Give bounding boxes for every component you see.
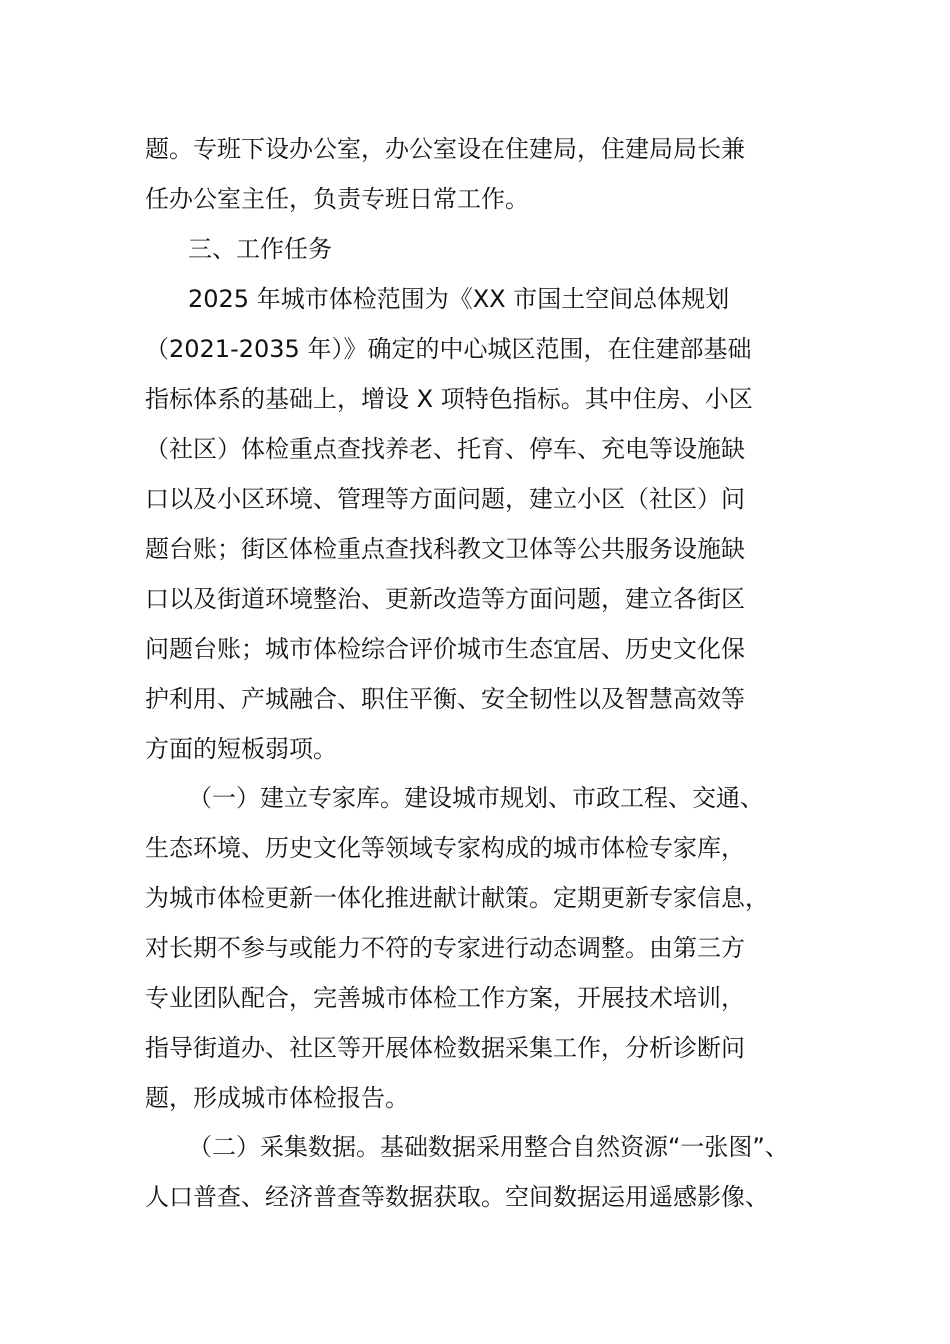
paragraph-line: 人口普查、经济普查等数据获取。空间数据运用遥感影像、	[145, 1183, 769, 1211]
section-heading: 三、工作任务	[188, 235, 332, 263]
paragraph-line: 问题台账；城市体检综合评价城市生态宜居、历史文化保	[145, 635, 745, 663]
paragraph-line: 对长期不参与或能力不符的专家进行动态调整。由第三方	[145, 934, 745, 962]
paragraph-line: 指标体系的基础上，增设 X 项特色指标。其中住房、小区	[145, 385, 753, 413]
paragraph-line: 护利用、产城融合、职住平衡、安全韧性以及智慧高效等	[145, 685, 745, 713]
paragraph-line: （社区）体检重点查找养老、托育、停车、充电等设施缺	[145, 435, 745, 463]
paragraph-line: 生态环境、历史文化等领域专家构成的城市体检专家库，	[145, 834, 745, 862]
paragraph-line: 题，形成城市体检报告。	[145, 1084, 409, 1112]
paragraph-line: 口以及街道环境整治、更新改造等方面问题，建立各街区	[145, 585, 745, 613]
paragraph-line: 题台账；街区体检重点查找科教文卫体等公共服务设施缺	[145, 535, 745, 563]
subsection-paragraph-line: （一）建立专家库。建设城市规划、市政工程、交通、	[188, 784, 764, 812]
paragraph-line: 2025 年城市体检范围为《XX 市国土空间总体规划	[188, 285, 730, 313]
paragraph-line: 口以及小区环境、管理等方面问题，建立小区（社区）问	[145, 485, 745, 513]
paragraph-line: 任办公室主任，负责专班日常工作。	[145, 185, 529, 213]
paragraph-line: 专业团队配合，完善城市体检工作方案，开展技术培训，	[145, 984, 745, 1012]
subsection-paragraph-line: （二）采集数据。基础数据采用整合自然资源“一张图”、	[188, 1133, 789, 1161]
paragraph-line: 指导街道办、社区等开展体检数据采集工作，分析诊断问	[145, 1034, 745, 1062]
paragraph-line: 题。专班下设办公室，办公室设在住建局，住建局局长兼	[145, 135, 745, 163]
paragraph-line: 方面的短板弱项。	[145, 735, 337, 763]
paragraph-line: 为城市体检更新一体化推进献计献策。定期更新专家信息，	[145, 884, 769, 912]
paragraph-line: （2021-2035 年）》确定的中心城区范围，在住建部基础	[145, 335, 752, 363]
